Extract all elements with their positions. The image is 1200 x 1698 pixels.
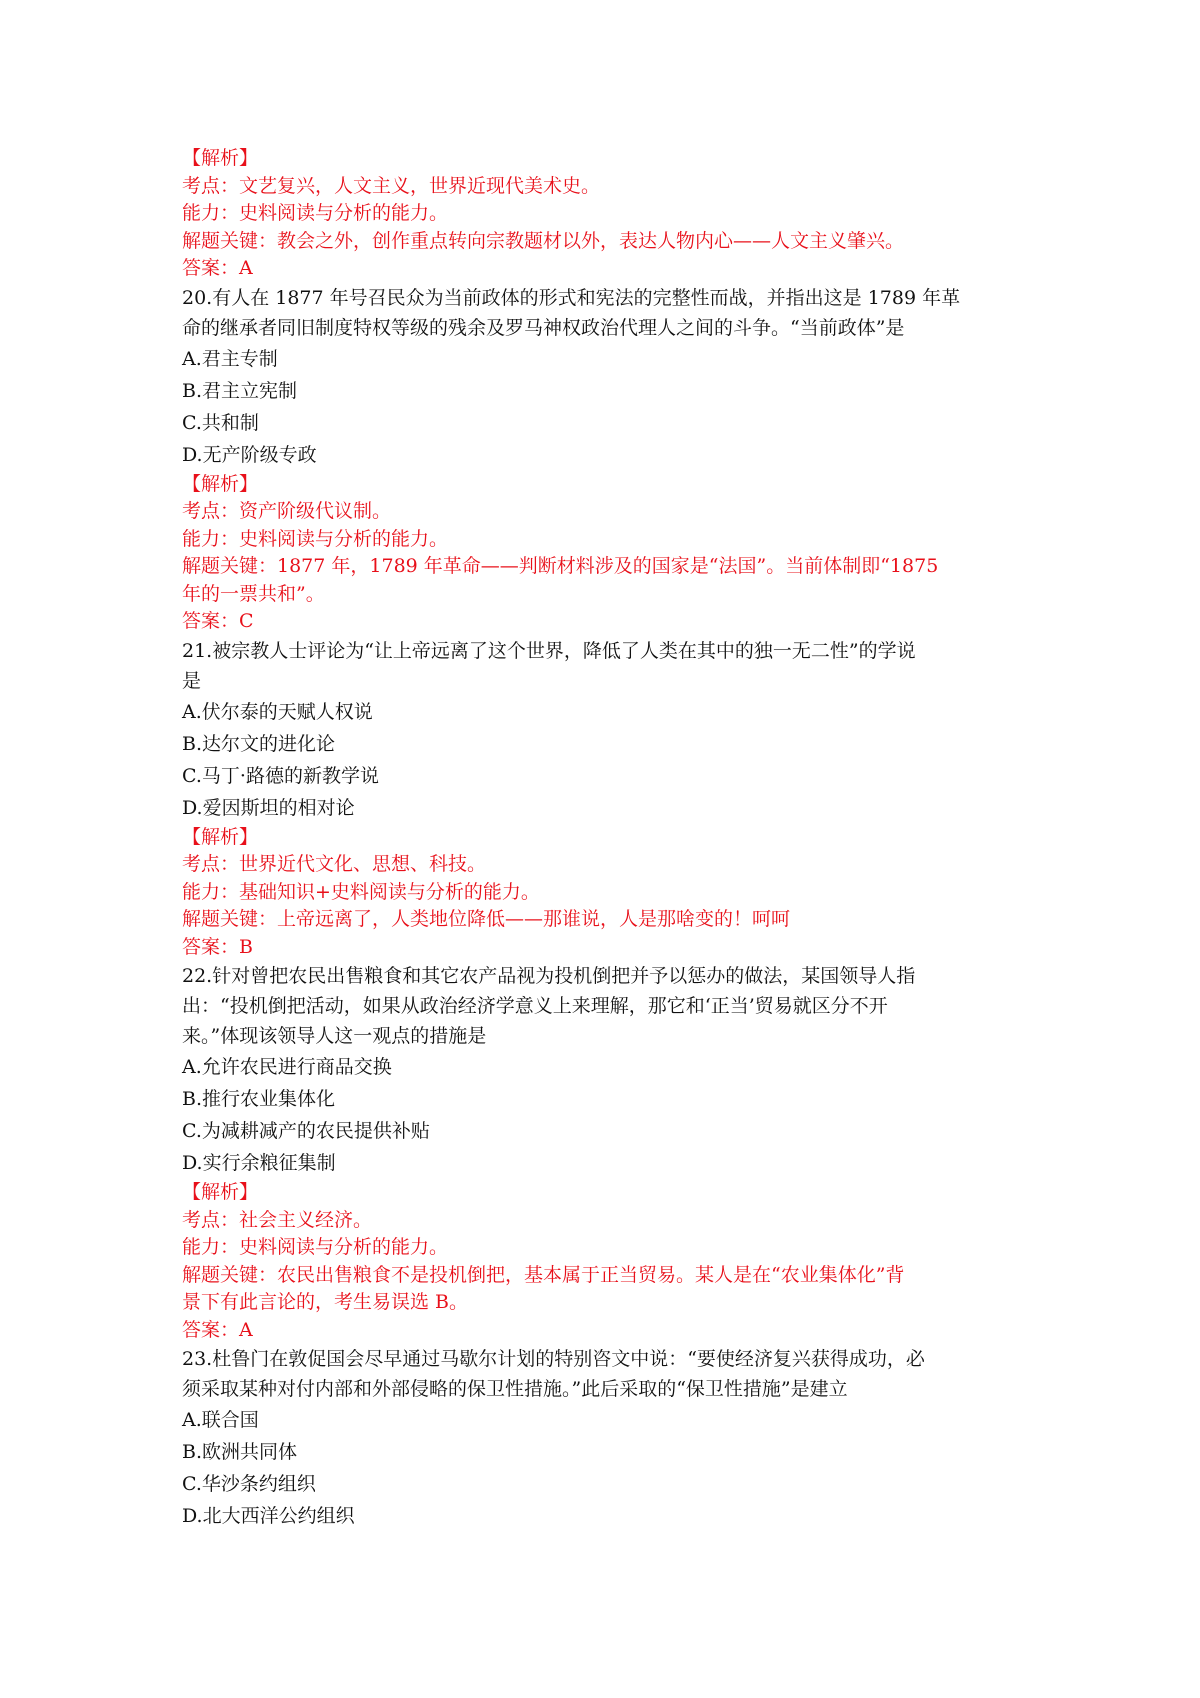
question-stem-line: 是 — [182, 669, 202, 692]
analysis-key-line: 解题关键：上帝远离了，人类地位降低——那谁说，人是那啥变的！呵呵 — [182, 908, 791, 930]
question-stem — [182, 636, 1032, 696]
answer-option: D.爱因斯坦的相对论 — [182, 796, 355, 819]
analysis-heading: 【解析】 — [182, 147, 259, 169]
analysis-nengli: 能力：史料阅读与分析的能力。 — [182, 202, 449, 224]
answer-options — [182, 1051, 1032, 1179]
analysis-heading: 【解析】 — [182, 1181, 259, 1203]
answer-option: D.实行余粮征集制 — [182, 1152, 336, 1174]
analysis-heading: 【解析】 — [182, 825, 259, 848]
analysis-answer: 答案：C — [182, 610, 254, 632]
question-stem — [182, 1344, 1032, 1404]
question-stem-line: 出：“投机倒把活动，如果从政治经济学意义上来理解，那它和‘正当’贸易就区分不开 — [182, 995, 888, 1017]
analysis-answer: 答案：B — [182, 935, 253, 958]
question-stem-line: 22.针对曾把农民出售粮食和其它农产品视为投机倒把并予以惩办的做法，某国领导人指 — [182, 965, 916, 987]
question-stem-line: 20.有人在 1877 年号召民众为当前政体的形式和宪法的完整性而战，并指出这是 1789 年革 — [182, 286, 961, 309]
question-stem — [182, 283, 1032, 343]
answer-option: D.无产阶级专政 — [182, 443, 317, 466]
answer-option: A.伏尔泰的天赋人权说 — [182, 700, 373, 723]
question-stem-line: 须采取某种对付内部和外部侵略的保卫性措施。”此后采取的“保卫性措施”是建立 — [182, 1378, 848, 1400]
question-stem-line: 21.被宗教人士评论为“让上帝远离了这个世界，降低了人类在其中的独一无二性”的学说 — [182, 639, 916, 662]
analysis-key-line: 解题关键：教会之外，创作重点转向宗教题材以外，表达人物内心——人文主义肇兴。 — [182, 229, 905, 252]
answer-option: C.华沙条约组织 — [182, 1473, 316, 1495]
answer-options — [182, 696, 1032, 824]
answer-option: A.允许农民进行商品交换 — [182, 1056, 392, 1078]
analysis-nengli: 能力：基础知识+史料阅读与分析的能力。 — [182, 880, 540, 903]
answer-options — [182, 343, 1032, 471]
question-section — [182, 145, 1032, 283]
question-stem-line: 23.杜鲁门在敦促国会尽早通过马歇尔计划的特别咨文中说：“要使经济复兴获得成功，必 — [182, 1348, 925, 1370]
answer-options — [182, 1404, 1032, 1532]
analysis-answer: 答案：A — [182, 1318, 253, 1341]
question-section — [182, 636, 1032, 962]
analysis-answer: 答案：A — [182, 257, 253, 279]
document-body — [182, 145, 1032, 1532]
analysis-kaodian: 考点：资产阶级代议制。 — [182, 500, 392, 522]
question-stem — [182, 961, 1032, 1051]
question-stem-line: 命的继承者同旧制度特权等级的残余及罗马神权政治代理人之间的斗争。“当前政体”是 — [182, 316, 905, 339]
analysis-nengli: 能力：史料阅读与分析的能力。 — [182, 527, 449, 550]
answer-option: B.君主立宪制 — [182, 379, 298, 402]
answer-option: A.联合国 — [182, 1409, 259, 1431]
answer-option: C.共和制 — [182, 411, 259, 434]
analysis-kaodian: 考点：文艺复兴，人文主义，世界近现代美术史。 — [182, 174, 601, 197]
analysis-block — [182, 145, 1032, 283]
analysis-block — [182, 1179, 1032, 1344]
question-section — [182, 1344, 1032, 1532]
analysis-key-line: 解题关键：1877 年，1789 年革命——判断材料涉及的国家是“法国”。当前体制即“1875 — [182, 555, 939, 577]
analysis-key-line: 景下有此言论的，考生易误选 B。 — [182, 1291, 469, 1313]
analysis-key-line: 解题关键：农民出售粮食不是投机倒把，基本属于正当贸易。某人是在“农业集体化”背 — [182, 1263, 905, 1286]
answer-option: B.达尔文的进化论 — [182, 732, 336, 755]
analysis-heading: 【解析】 — [182, 472, 259, 495]
answer-option: C.马丁·路德的新教学说 — [182, 764, 379, 787]
analysis-kaodian: 考点：社会主义经济。 — [182, 1208, 373, 1231]
question-section — [182, 283, 1032, 636]
analysis-nengli: 能力：史料阅读与分析的能力。 — [182, 1236, 449, 1258]
analysis-block — [182, 824, 1032, 962]
answer-option: D.北大西洋公约组织 — [182, 1505, 355, 1527]
answer-option: B.欧洲共同体 — [182, 1441, 298, 1463]
answer-option: A.君主专制 — [182, 347, 278, 370]
question-section — [182, 961, 1032, 1344]
answer-option: B.推行农业集体化 — [182, 1088, 336, 1110]
analysis-block — [182, 471, 1032, 636]
question-stem-line: 来。”体现该领导人这一观点的措施是 — [182, 1025, 487, 1047]
analysis-kaodian: 考点：世界近代文化、思想、科技。 — [182, 853, 487, 875]
answer-option: C.为减耕减产的农民提供补贴 — [182, 1120, 430, 1142]
analysis-key-line: 年的一票共和”。 — [182, 582, 325, 605]
